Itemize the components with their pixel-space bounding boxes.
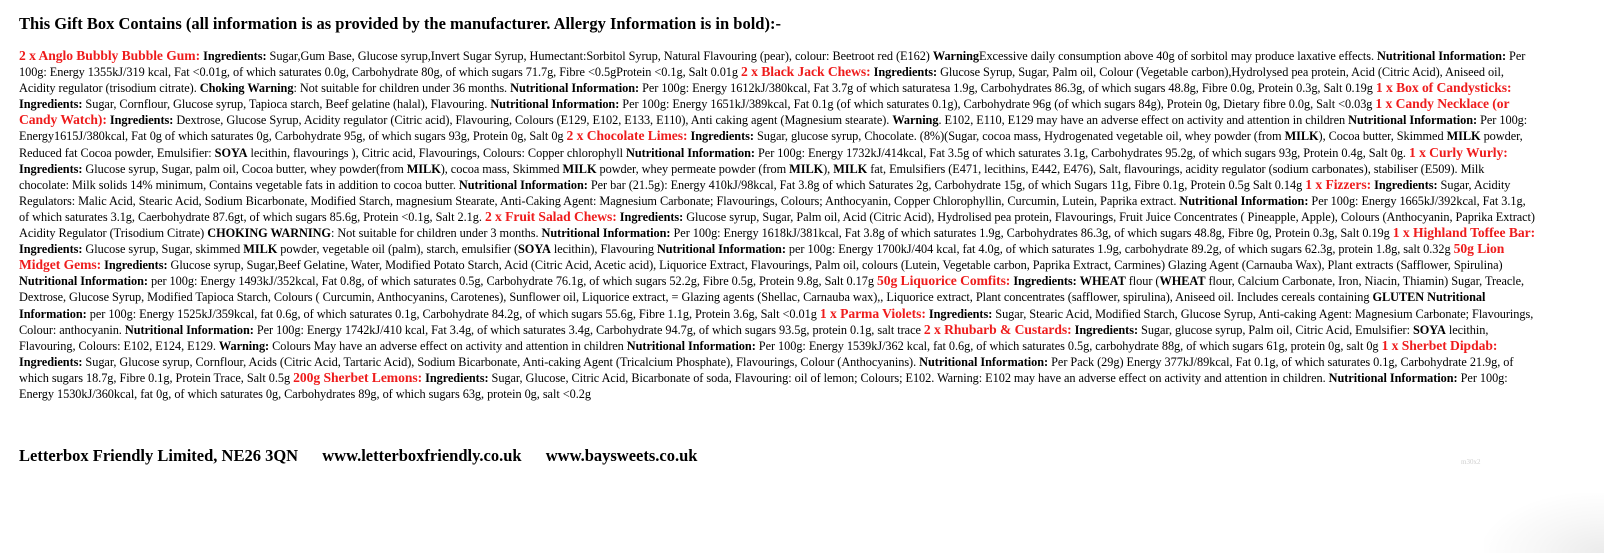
bold-label: Nutritional Information: [1348, 113, 1478, 128]
product-name: 1 x Highland Toffee Bar: [1392, 225, 1536, 241]
product-text: Sugar, Acidity Regulators: Malic Acid, Stearic Acid, Sodium Bicarbonate, Modified Starch, magnesium Stearate, Anti-Caking Agent: Magnesium Carbonate; Flavourings, Colours; Anthocyanin, Copper Chlorophyllin, Curcumin, Lutein, Paprika extract. [19, 177, 1511, 208]
product-text: Per 100g: Energy 1742kJ/410 kcal, Fat 3.4g, of which saturates 3.4g, Carbohydrate 94.7g, of which sugars 93.5g, protein 0.1g, salt trace [253, 322, 924, 337]
bold-label: MILK [406, 161, 441, 176]
bold-label: Ingredients: [1374, 177, 1438, 192]
product-name: 200g Sherbet Lemons: [293, 369, 423, 385]
product-text: Glucose syrup, Sugar,Beef Gelatine, Water, Modified Potato Starch, Acid (Citric Acid, Acetic acid), Liquorice Extract, Flavourings, Palm oil, colours (Lutein, Vegetable carbon, Paprika Extract, Carmines) Glazing Agent (Carnauba Wax), Plant extracts (Safflower, Spirulina) [167, 258, 1503, 273]
product-text: Per 100g: Energy 1612kJ/380kcal, Fat 3.7g of which saturatesa 1.9g, Carbohydrates 86.3g, of which sugars 48.8g, Fibre 0.0g, Protein 0.3g, Salt 0.19g [639, 81, 1376, 96]
product-text: Per bar (21.5g): Energy 410kJ/98kcal, Fat 3.8g of which Saturates 2g, Carbohydrate 15g, of which Sugars 11g, Fibre 0.1g, Protein 0.5g Salt 0.14g [587, 177, 1306, 192]
product-text: Per 100g: Energy1615J/380kcal, Fat 0g of which saturates 0g, Carbohydrate 95g, of which sugars 93g, Protein 0g, Salt 0g [19, 113, 1528, 144]
bold-label: MILK [1446, 129, 1481, 144]
bold-label: Nutritional Information: [19, 274, 148, 289]
bold-label: Nutritional Information: [510, 81, 640, 96]
product-name: 2 x Black Jack Chews: [741, 64, 871, 80]
product-text: powder, vegetable oil (palm), starch, emulsifier ( [277, 242, 519, 257]
bold-label: Ingredients: [873, 65, 938, 80]
bold-label: Nutritional Information: [919, 354, 1049, 369]
product-text: Sugar, glucose syrup, Chocolate. (8%)(Sugar, cocoa mass, Hydrogenated vegetable oil, whey powder (from [753, 129, 1285, 144]
footer [19, 446, 717, 466]
product-text: Sugar, glucose syrup, Palm oil, Citric Acid, Emulsifier: [1138, 322, 1413, 337]
product-text: powder, whey permeate powder (from [596, 161, 790, 176]
bold-label: Ingredients: [104, 258, 168, 273]
product-text: Glucose syrup, Sugar, Palm oil, Acid (Citric Acid), Hydrolised pea protein, Flavourings, Fruit Juice Concentrates ( Pineapple, Apple), Colours (Anthocyanin, Paprika Extract) Acidity Regulator (Trisodium Citrate) [19, 209, 1535, 241]
website-link-baysweets[interactable]: www.baysweets.co.uk [545, 446, 698, 465]
bold-label: Ingredients: [109, 113, 174, 128]
product-text: ), cocoa mass, Skimmed [440, 161, 563, 176]
bold-label: Ingredients: [619, 209, 684, 224]
product-text: lecithin), Flavouring [550, 242, 657, 257]
product-text: Excessive daily consumption above 40g of sorbitol may produce laxative effects. [979, 49, 1378, 63]
product-text: . E102, E110, E129 may have an adverse effect on activity and attention in children [938, 113, 1349, 128]
product-name: 50g Lion Midget Gems: [19, 241, 1505, 273]
bold-label: Warning [892, 113, 939, 128]
product-text: ), Cocoa butter, Skimmed [1318, 129, 1447, 144]
product-text: lecithin, flavourings ), Citric acid, Flavourings, Colours: Copper chlorophyll [247, 145, 627, 160]
product-text: Per Pack (29g) Energy 377kJ/89kcal, Fat 0.1g, of which saturates 0.1g, Carbohydrate 21.9g, of which sugars 18.7g, Fibre 0.1g, Protein Trace, Salt 0.5g [19, 354, 1514, 385]
template-code: m30x2 [1461, 458, 1481, 466]
product-text: Sugar, Stearic Acid, Modified Starch, Glucose Syrup, Anti-caking Agent: Magnesium Carbonate; Flavourings, Colour: anthocyanin. [19, 306, 1534, 337]
bold-label: Warning: [218, 338, 270, 353]
product-text: Per 100g: Energy 1732kJ/414kcal, Fat 3.5g of which saturates 3.1g, Carbohydrates 95.2g, of which sugars 93g, Protein 0.4g, Salt 0g. [754, 145, 1409, 160]
product-text: flour, Calcium Carbonate, Iron, Niacin, Thiamin) Sugar, Treacle, Dextrose, Glucose Syrup, Modified Tapioca Starch, Colours ( Curcumin, Anthocyanins, Carotenes), Sunflower oil, Liquorice extract, = Glazing agents (Shellac, Carnauba wax),, Liquorice extract, Plant concentrates (safflower, spirulina), Aniseed oil. Includes cereals containing [19, 274, 1525, 305]
bold-label: Ingredients: [19, 354, 83, 369]
product-text: per 100g: Energy 1525kJ/359kcal, fat 0.6g, of which saturates 0.1g, Carbohydrate 84.2g, of which sugars 55.6g, Fibre 1.1g, Protein 3.6g, Salt <0.01g [86, 306, 820, 321]
product-text: per 100g: Energy 1493kJ/352kcal, Fat 0.8g, of which saturates 0.5g, Carbohydrate 76.1g, of which sugars 52.2g, Fibre 0.5g, Protein 9.8g, Salt 0.17g [147, 274, 877, 289]
bold-label: WHEAT [1079, 274, 1126, 289]
bold-label: Nutritional Information: [626, 338, 756, 353]
product-name: 1 x Parma Violets: [819, 305, 926, 321]
bold-label: Nutritional Information: [541, 226, 671, 241]
product-name: 2 x Chocolate Limes: [566, 128, 688, 144]
bold-label: Warning [932, 49, 979, 63]
bold-label: Nutritional Information: [458, 177, 588, 192]
product-name: 1 x Sherbet Dipdab: [1381, 337, 1498, 353]
product-text: Sugar,Gum Base, Glucose syrup,Invert Sugar Syrup, Humectant:Sorbitol Syrup, Natural Flavouring (pear), colour: Beetroot red (E162) [266, 49, 933, 63]
product-name: 50g Liquorice Comfits: [876, 273, 1011, 289]
product-text: lecithin, Flavouring, Colours: E102, E124, E129. [19, 322, 1489, 353]
product-text: Per 100g: Energy 1665kJ/392kcal, Fat 3.1g, of which saturates 3.1g, Caerbohydrate 87.6gt, of which sugars 85.6g, Protein <0.1g, Salt 2.1g. [19, 193, 1526, 224]
bold-label: SOYA [518, 242, 551, 257]
bold-label: Nutritional Information: [1328, 370, 1458, 385]
bold-label: Ingredients: [425, 370, 489, 385]
bold-label: GLUTEN Nutritional Information: [19, 290, 1486, 321]
product-text: Glucose syrup, Sugar, skimmed [82, 242, 244, 257]
product-text: Sugar, Glucose, Citric Acid, Bicarbonate of soda, Flavouring: oil of lemon; Colours; E102. Warning: E102 may have an adverse effect on activity and attention in children. [488, 370, 1329, 385]
product-text: Sugar, Glucose syrup, Cornflour, Acids (Citric Acid, Tartaric Acid), Sodium Bicarbonate, Anti-caking Agent (Tricalcium Phosphate), Flavourings, Colour (Anthocyanins). [82, 354, 920, 369]
product-text: Per 100g: Energy 1539kJ/362 kcal, fat 0.6g, of which saturates 0.5g, carbohydrate 88g, of which sugars 61g, protein 0g, salt 0g [755, 338, 1382, 353]
bold-label: Nutritional Information: [656, 242, 786, 257]
product-text: Glucose syrup, Sugar, palm oil, Cocoa butter, whey powder(from [82, 161, 407, 176]
product-name: 2 x Fruit Salad Chews: [484, 208, 617, 224]
product-name: 2 x Anglo Bubbly Bubble Gum: [19, 48, 201, 63]
product-text: Sugar, Cornflour, Glucose syrup, Tapioca starch, Beef gelatine (halal), Flavouring. [82, 97, 491, 112]
product-name: 1 x Fizzers: [1305, 176, 1372, 192]
bold-label: Ingredients: [19, 161, 83, 176]
product-text: powder, Reduced fat Cocoa powder, Emulsifier: [19, 129, 1523, 160]
bold-label: Nutritional Information: [490, 97, 620, 112]
product-text: Colours May have an adverse effect on activity and attention in children [269, 338, 627, 353]
product-text: Per 100g: Energy 1618kJ/381kcal, Fat 3.8g of which saturates 1.9g, Carbohydrates 86.3g, of which sugars 48.8g, Fibre 0g, Protein 0.3g, Salt 0.19g [670, 226, 1393, 241]
website-link-letterboxfriendly[interactable]: www.letterboxfriendly.co.uk [322, 446, 522, 465]
product-text: Dextrose, Glucose Syrup, Acidity regulator (Citric acid), Flavouring, Colours (E129, E102, E133, E110), Anti caking agent (Magnesium stearate). [173, 113, 893, 128]
bold-label: Ingredients: [19, 97, 83, 112]
product-name: 1 x Curly Wurly: [1408, 144, 1508, 160]
product-text: Per 100g: Energy 1530kJ/360kcal, fat 0g, of which saturates 0g, Carbohydrates 89g, of which sugars 63g, protein 0g, salt <0.2g [19, 370, 1508, 401]
product-text: Per 100g: Energy 1651kJ/389kcal, Fat 0.1g (of which saturates 0.1g), Carbohydrate 96g (of which sugars 84g), Protein 0g, Dietary fibre 0.0g, Salt <0.03g [619, 97, 1376, 112]
corner-shadow [1484, 493, 1604, 553]
bold-label: Nutritional Information: [124, 322, 254, 337]
bold-label: Ingredients: [690, 129, 754, 144]
product-text: Glucose Syrup, Sugar, Palm oil, Colour (Vegetable carbon),Hydrolysed pea protein, Acid (Citric Acid), Aniseed oil, Acidity regulator (trisodium citrate). [19, 65, 1504, 96]
product-name: 2 x Rhubarb & Custards: [923, 321, 1072, 337]
bold-label: SOYA [1412, 322, 1446, 337]
bold-label: Ingredients: [928, 306, 993, 321]
bold-label: Ingredients: [19, 242, 83, 257]
product-text: per 100g: Energy 1700kJ/404 kcal, fat 4.0g, of which saturates 1.9g, carbohydrate 89.2g, of which sugars 62.3g, protein 1.8g, salt 0.32g [785, 242, 1454, 257]
bold-label: MILK [562, 161, 597, 176]
product-name: 1 x Candy Necklace (or Candy Watch): [19, 96, 1510, 128]
product-text: ), [823, 161, 834, 176]
product-name: 1 x Box of Candysticks: [1375, 80, 1512, 96]
bold-label: Nutritional Information: [1179, 193, 1309, 208]
product-text: : Not suitable for children under 36 months. [293, 81, 511, 96]
bold-label: MILK [1284, 129, 1319, 144]
product-text: : Not suitable for children under 3 months. [330, 226, 542, 241]
company-address: Letterbox Friendly Limited, NE26 3QN [19, 446, 299, 465]
bold-label: MILK [789, 161, 824, 176]
product-text: Per 100g: Energy 1355kJ/319 kcal, Fat <0.01g, of which saturates 0.0g, Carbohydrate 80g, of which sugars 71.7g, Fibre <0.5gProtein <0.1g, Salt 0.01g [19, 49, 1526, 80]
bold-label: MILK [833, 161, 868, 176]
bold-label: CHOKING WARNING [207, 226, 331, 241]
bold-label: MILK [243, 242, 278, 257]
bold-label: Nutritional Information: [1377, 49, 1506, 63]
product-list [19, 48, 1537, 402]
product-text: flour ( [1125, 274, 1160, 289]
bold-label: WHEAT [1159, 274, 1206, 289]
product-text: fat, Emulsifiers (E471, lecithins, E442, E476), Salt, flavourings, acidity regulator (sodium carbonates), stabiliser (E509). Milk chocolate: Milk solids 14% minimum, Contains vegetable fats in addition to cocoa butter. [19, 161, 1485, 192]
bold-label: SOYA [214, 145, 248, 160]
bold-label: Choking Warning [199, 81, 294, 96]
page-heading: This Gift Box Contains (all information is as provided by the manufacturer. Allergy Information is in bold):- [19, 14, 781, 33]
bold-label: Ingredients: [203, 49, 267, 63]
bold-label: Ingredients: [1074, 322, 1139, 337]
bold-label: Nutritional Information: [626, 145, 755, 160]
bold-label: Ingredients: [1013, 274, 1077, 289]
